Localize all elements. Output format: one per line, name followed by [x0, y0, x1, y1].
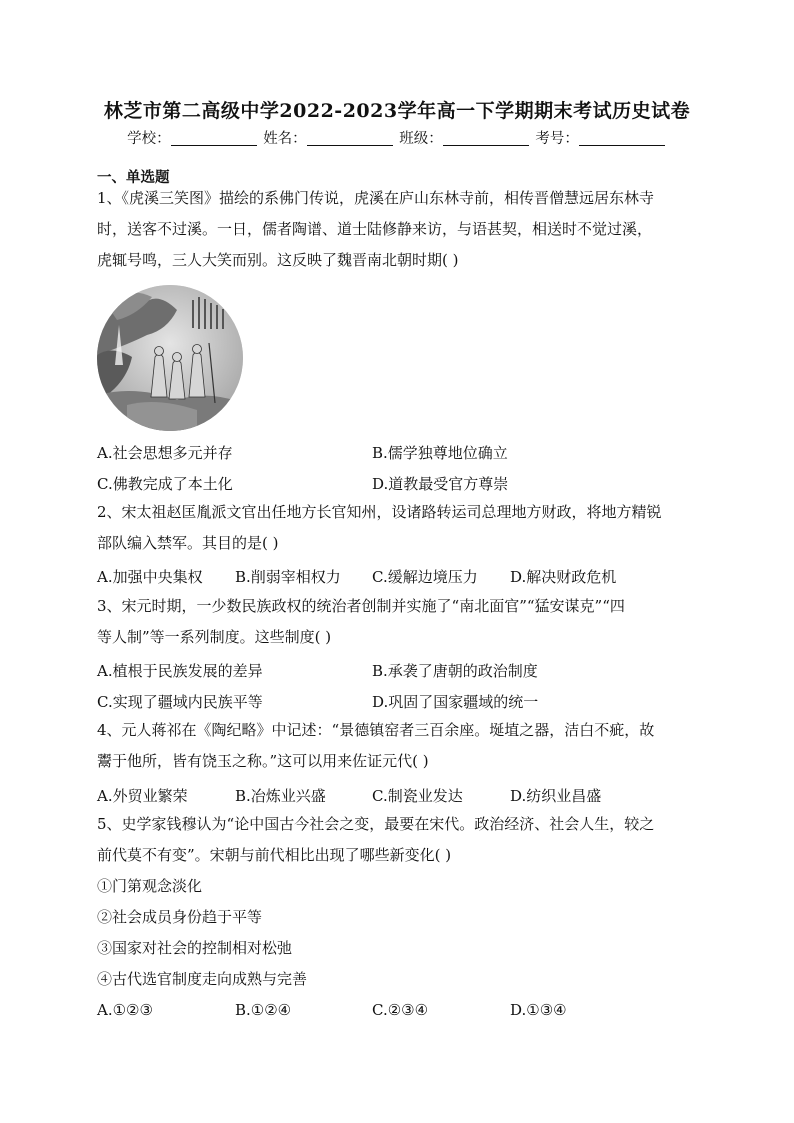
option-d[interactable]: D.解决财政危机: [510, 568, 617, 586]
number-label: 考号：: [535, 131, 579, 147]
painting-illustration: [97, 285, 243, 431]
number-blank[interactable]: [579, 131, 665, 146]
option-a[interactable]: A.加强中央集权: [97, 568, 203, 586]
question-line: 虎辄号鸣，三人大笑而别。这反映了魏晋南北朝时期( ): [97, 251, 459, 269]
option-a[interactable]: A.①②③: [97, 1001, 153, 1019]
option-a[interactable]: A.植根于民族发展的差异: [97, 662, 263, 680]
question-line: 4、元人蒋祁在《陶纪略》中记述：“景德镇窑者三百余座。埏埴之器，洁白不疵，故: [97, 721, 655, 739]
option-a[interactable]: A.外贸业繁荣: [97, 787, 188, 805]
option-d[interactable]: D.巩固了国家疆域的统一: [372, 693, 539, 711]
question-line: 2、宋太祖赵匡胤派文官出任地方长官知州，设诸路转运司总理地方财政，将地方精锐: [97, 503, 662, 521]
question-line: 等人制”等一系列制度。这些制度( ): [97, 628, 332, 646]
question-4: [97, 715, 697, 777]
question-line: 时，送客不过溪。一日，儒者陶谱、道士陆修静来访，与语甚契，相送时不觉过溪，: [97, 220, 653, 238]
name-label: 姓名：: [263, 131, 307, 147]
option-a[interactable]: A.社会思想多元并存: [97, 444, 233, 462]
option-c[interactable]: C.缓解边境压力: [372, 568, 478, 586]
question-line: 部队编入禁军。其目的是( ): [97, 534, 279, 552]
question-line: 前代莫不有变”。宋朝与前代相比出现了哪些新变化( ): [97, 846, 452, 864]
option-b[interactable]: B.削弱宰相权力: [235, 568, 341, 586]
option-c[interactable]: C.实现了疆域内民族平等: [97, 693, 263, 711]
question-line: 3、宋元时期，一少数民族政权的统治者创制并实施了“南北面官”“猛安谋克”“四: [97, 597, 625, 615]
option-b[interactable]: B.承袭了唐朝的政治制度: [372, 662, 538, 680]
option-c[interactable]: C.②③④: [372, 1001, 429, 1019]
question-line: 鬻于他所，皆有饶玉之称。”这可以用来佐证元代( ): [97, 752, 429, 770]
class-blank[interactable]: [443, 131, 529, 146]
school-blank[interactable]: [171, 131, 257, 146]
option-c[interactable]: C.制瓷业发达: [372, 787, 463, 805]
option-d[interactable]: D.①③④: [510, 1001, 567, 1019]
option-d[interactable]: D.纺织业昌盛: [510, 787, 602, 805]
question-2: [97, 497, 697, 559]
question-1: [97, 183, 697, 276]
question-3: [97, 591, 697, 653]
option-b[interactable]: B.①②④: [235, 1001, 292, 1019]
class-label: 班级：: [399, 131, 443, 147]
question-5: [97, 809, 697, 995]
question-line: 1、《虎溪三笑图》描绘的系佛门传说，虎溪在庐山东林寺前，相传晋僧慧远居东林寺: [97, 189, 655, 207]
school-label: 学校：: [127, 131, 171, 147]
statement-3: ③国家对社会的控制相对松弛: [97, 939, 293, 957]
option-b[interactable]: B.冶炼业兴盛: [235, 787, 326, 805]
statement-4: ④古代选官制度走向成熟与完善: [97, 970, 308, 988]
option-b[interactable]: B.儒学独尊地位确立: [372, 444, 508, 462]
three-laughs-painting: [97, 285, 243, 431]
exam-title: 林芝市第二高级中学2022-2023学年高一下学期期末考试历史试卷: [103, 100, 691, 122]
student-info-row: [0, 127, 794, 148]
option-d[interactable]: D.道教最受官方尊崇: [372, 475, 509, 493]
question-line: 5、史学家钱穆认为“论中国古今社会之变，最要在宋代。政治经济、社会人生，较之: [97, 815, 655, 833]
name-blank[interactable]: [307, 131, 393, 146]
statement-1: ①门第观念淡化: [97, 877, 203, 895]
statement-2: ②社会成员身份趋于平等: [97, 908, 263, 926]
option-c[interactable]: C.佛教完成了本土化: [97, 475, 233, 493]
section-title: 一、单选题: [97, 169, 170, 186]
